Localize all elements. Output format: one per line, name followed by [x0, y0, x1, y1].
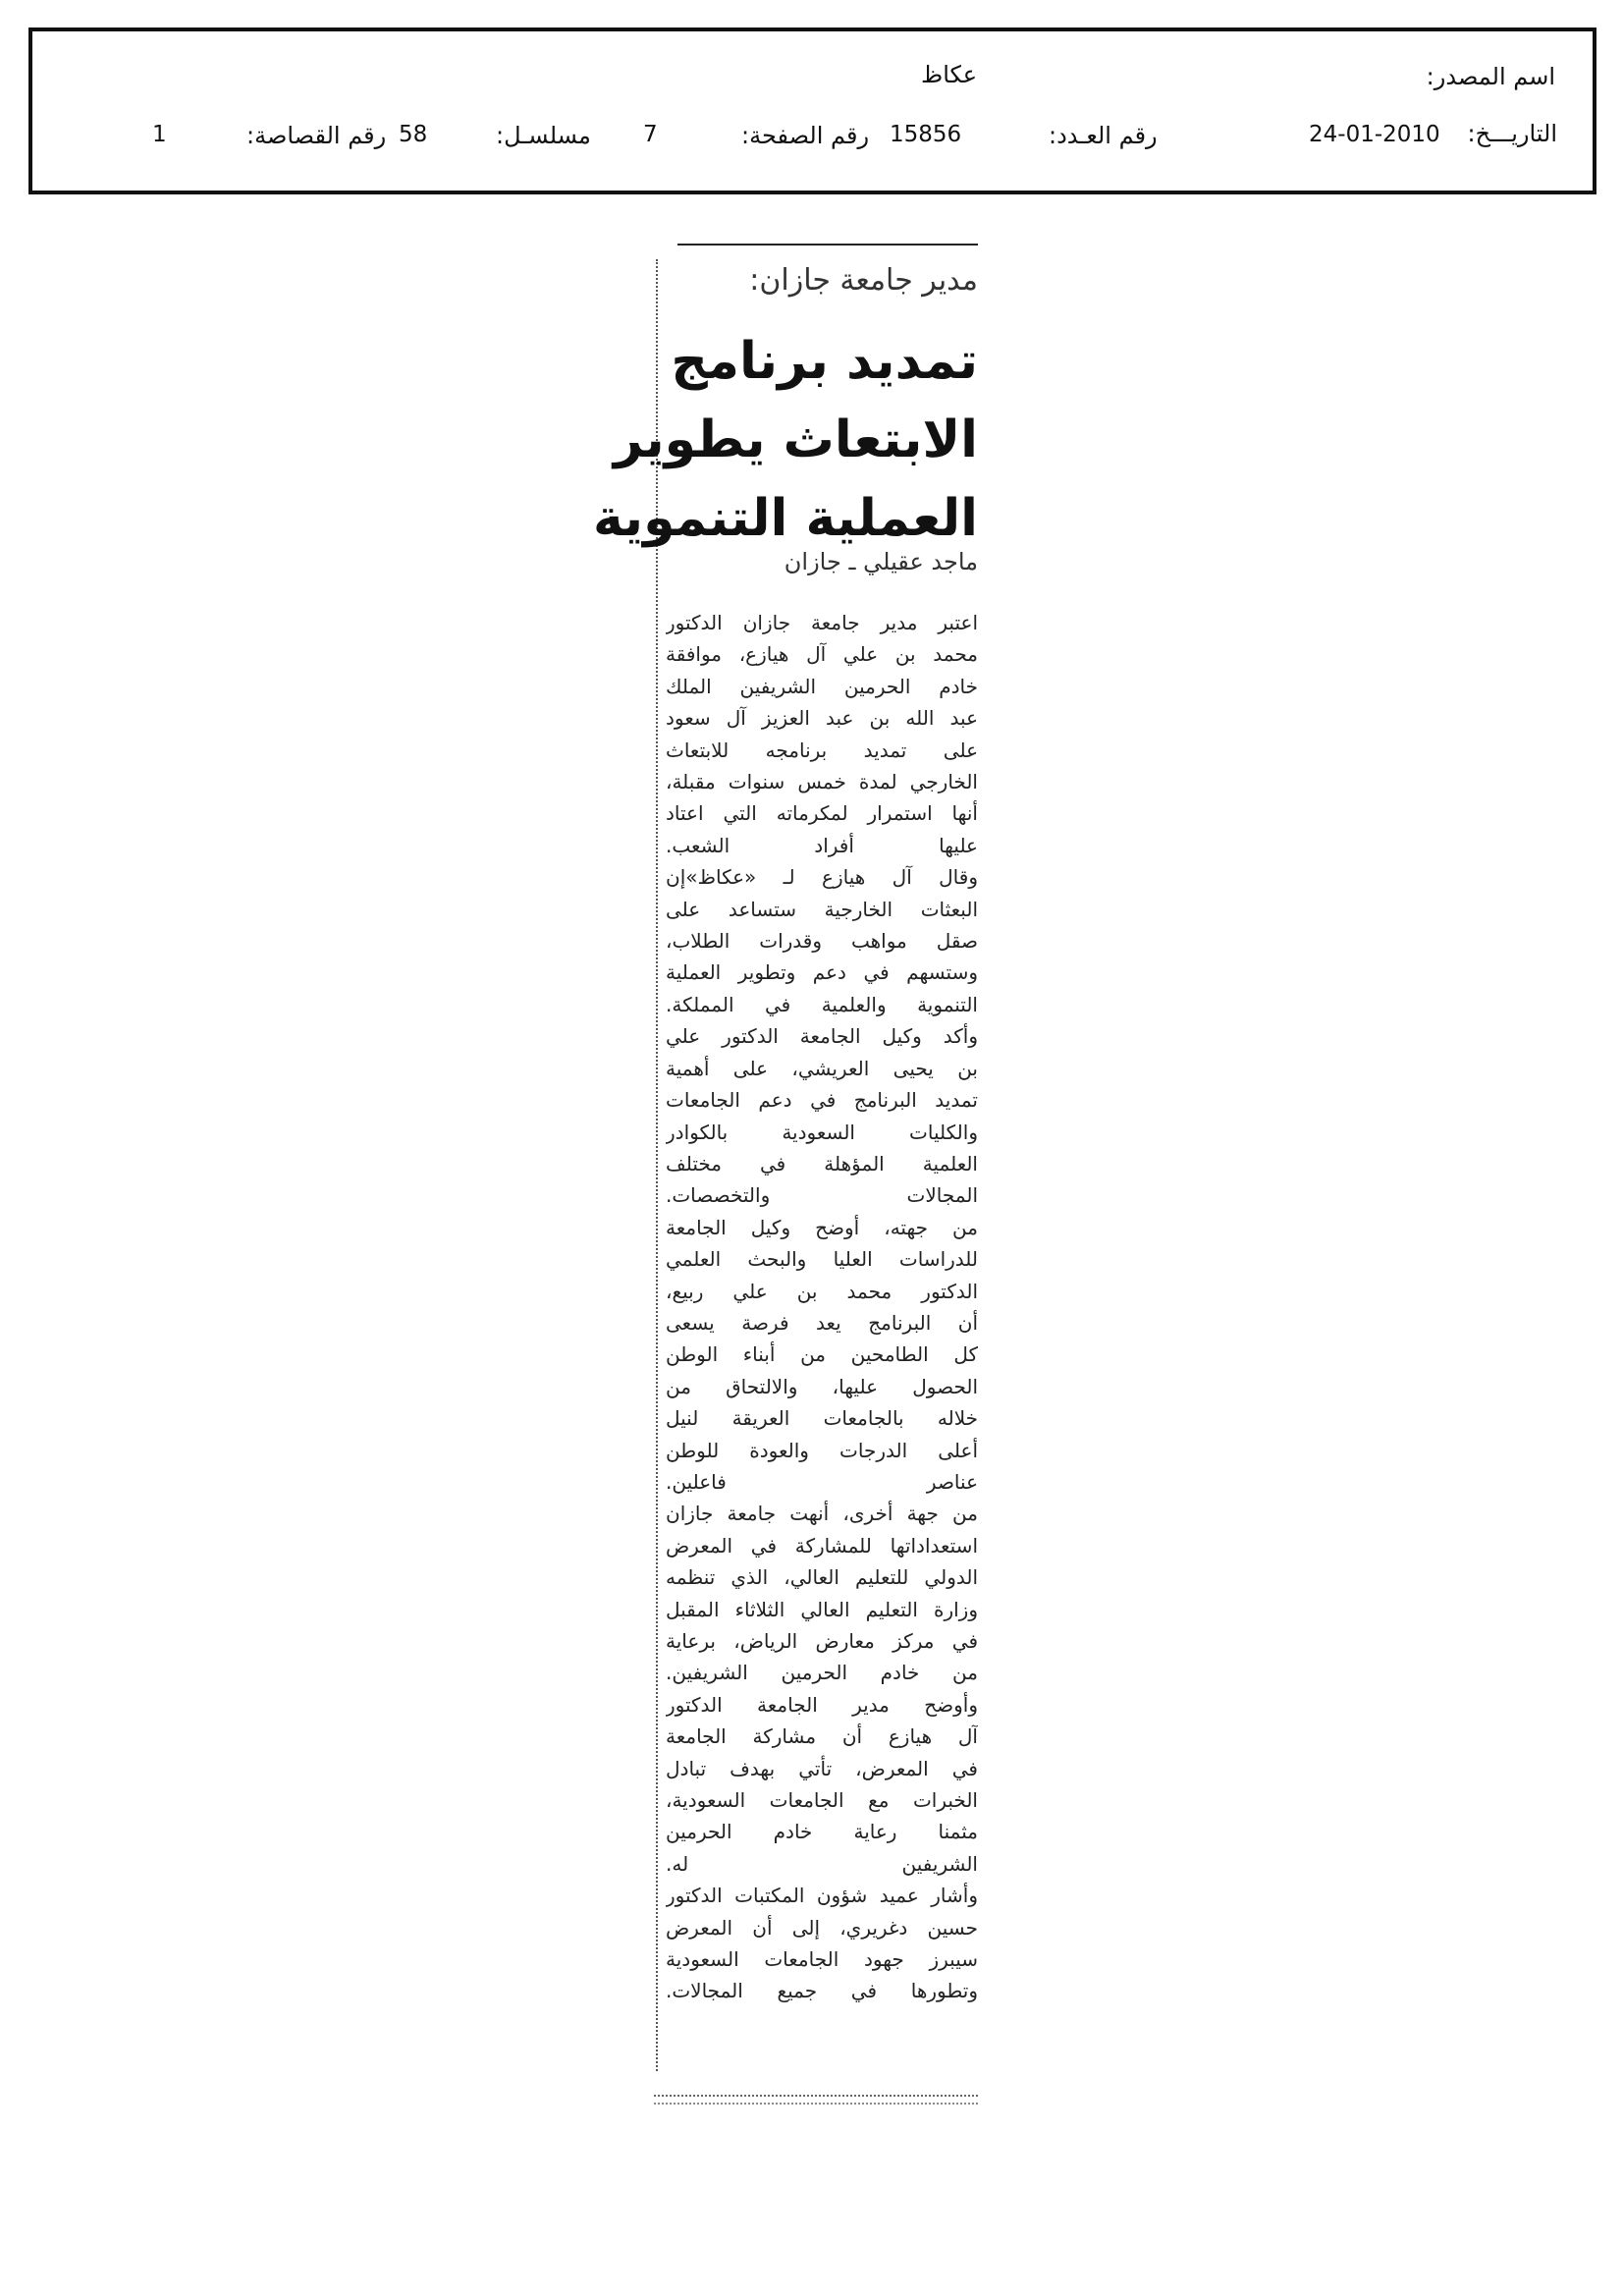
- body-line: وأوضح مدير الجامعة الدكتور: [666, 1692, 978, 1717]
- body-line: الخبرات مع الجامعات السعودية،: [666, 1788, 978, 1813]
- body-line: الخارجي لمدة خمس سنوات مقبلة،: [666, 770, 978, 794]
- body-line: عناصر فاعلين.: [666, 1469, 978, 1494]
- body-line: أن البرنامج يعد فرصة يسعى: [666, 1310, 978, 1335]
- body-line: في المعرض، تأتي بهدف تبادل: [666, 1756, 978, 1780]
- body-line: العلمية المؤهلة في مختلف: [666, 1151, 978, 1175]
- headline-line: الابتعاث يطوير: [613, 410, 978, 469]
- page-label: رقم الصفحة:: [741, 122, 870, 149]
- body-line: من خادم الحرمين الشريفين.: [666, 1661, 978, 1685]
- body-line: وأشار عميد شؤون المكتبات الدكتور: [666, 1884, 978, 1908]
- body-line: المجالات والتخصصات.: [666, 1183, 978, 1208]
- body-line: استعداداتها للمشاركة في المعرض: [666, 1533, 978, 1558]
- body-line: وزارة التعليم العالي الثلاثاء المقبل: [666, 1597, 978, 1621]
- body-line: اعتبر مدير جامعة جازان الدكتور: [666, 611, 978, 634]
- date-value: 24-01-2010: [1309, 122, 1440, 147]
- article-body: [666, 607, 978, 2007]
- body-line: التنموية والعلمية في المملكة.: [666, 992, 978, 1016]
- source-value: عكاظ: [921, 61, 978, 88]
- headline-line: تمديد برنامج: [671, 332, 978, 391]
- body-line: الشريفين له.: [666, 1851, 978, 1876]
- body-line: من جهته، أوضح وكيل الجامعة: [666, 1215, 978, 1239]
- body-line: صقل مواهب وقدرات الطلاب،: [666, 929, 978, 954]
- body-line: الدكتور محمد بن علي ربيع،: [666, 1279, 978, 1303]
- body-line: مثمنا رعاية خادم الحرمين: [666, 1820, 978, 1844]
- body-line: حسين دغريري، إلى أن المعرض: [666, 1915, 978, 1940]
- article-bottom-rule: [654, 2095, 978, 2105]
- body-line: في مركز معارض الرياض، برعاية: [666, 1629, 978, 1653]
- body-line: أنها استمرار لمكرماته التي اعتاد: [666, 801, 978, 826]
- date-label: التاريـــخ:: [1467, 120, 1557, 147]
- body-line: كل الطامحين من أبناء الوطن: [666, 1342, 978, 1367]
- body-line: عبد الله بن عبد العزيز آل سعود: [666, 706, 978, 731]
- article-kicker: مدير جامعة جازان:: [749, 263, 978, 298]
- source-label: اسم المصدر:: [1426, 63, 1555, 90]
- body-line: للدراسات العليا والبحث العلمي: [666, 1247, 978, 1272]
- issue-value: 15856: [890, 122, 962, 147]
- body-line: وستسهم في دعم وتطوير العملية: [666, 960, 978, 985]
- body-line: أعلى الدرجات والعودة للوطن: [666, 1438, 978, 1462]
- article-headline: [593, 322, 978, 558]
- body-line: سيبرز جهود الجامعات السعودية: [666, 1947, 978, 1972]
- body-line: خادم الحرمين الشريفين الملك: [666, 674, 978, 698]
- body-line: آل هيازع أن مشاركة الجامعة: [666, 1724, 978, 1749]
- body-line: البعثات الخارجية ستساعد على: [666, 897, 978, 921]
- news-article: [593, 244, 978, 2109]
- body-line: عليها أفراد الشعب.: [666, 833, 978, 857]
- body-line: والكليات السعودية بالكوادر: [666, 1120, 978, 1144]
- issue-label: رقم العـدد:: [1049, 122, 1158, 149]
- clipping-header: [28, 27, 1596, 194]
- body-line: وقال آل هيازع لـ «عكاظ»إن: [666, 865, 978, 890]
- body-line: وأكد وكيل الجامعة الدكتور علي: [666, 1024, 978, 1049]
- page-value: 7: [643, 122, 658, 147]
- body-line: الحصول عليها، والالتحاق من: [666, 1374, 978, 1398]
- serial-label: مسلسـل:: [496, 122, 591, 149]
- headline-line: العملية التنموية: [593, 489, 978, 548]
- article-byline: ماجد عقيلي ـ جازان: [784, 548, 978, 575]
- serial-value: 58: [399, 122, 428, 147]
- body-line: من جهة أخرى، أنهت جامعة جازان: [666, 1502, 978, 1526]
- clip-label: رقم القصاصة:: [246, 122, 387, 149]
- article-top-rule: [677, 244, 978, 246]
- body-line: بن يحيى العريشي، على أهمية: [666, 1056, 978, 1080]
- body-line: محمد بن علي آل هيازع، موافقة: [666, 642, 978, 667]
- body-line: الدولي للتعليم العالي، الذي تنظمه: [666, 1565, 978, 1590]
- body-line: وتطورها في جميع المجالات.: [666, 1979, 978, 2003]
- body-line: تمديد البرنامج في دعم الجامعات: [666, 1088, 978, 1113]
- body-line: على تمديد برنامجه للابتعاث: [666, 738, 978, 762]
- body-line: خلاله بالجامعات العريقة لنيل: [666, 1406, 978, 1431]
- clip-value: 1: [152, 122, 167, 147]
